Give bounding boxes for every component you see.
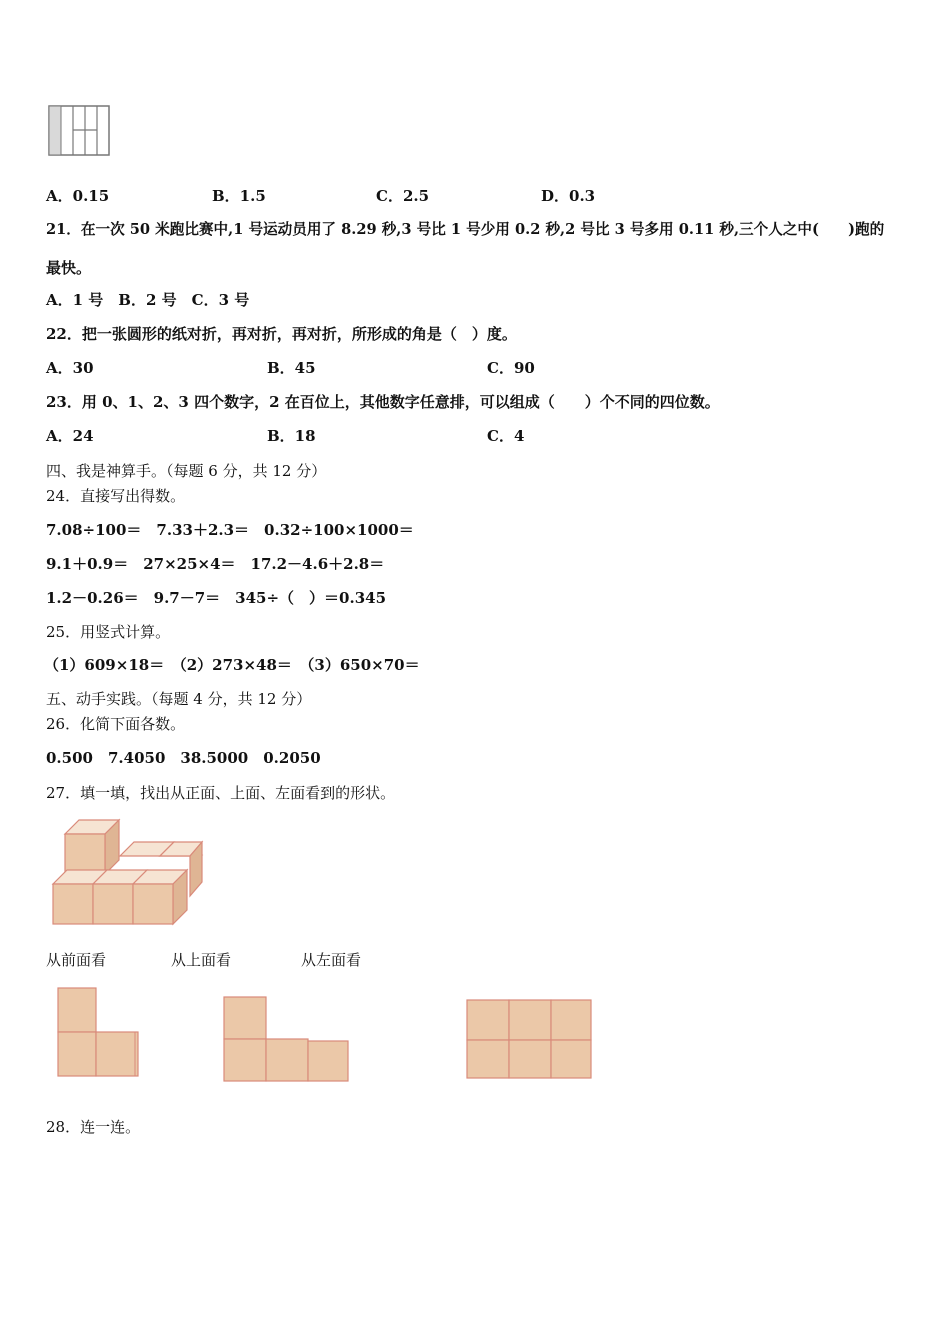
q20-option-d[interactable]: D．0.3 (541, 187, 596, 205)
q23-option-a[interactable]: A．24 (46, 427, 94, 445)
q20-option-b[interactable]: B．1.5 (212, 187, 266, 205)
view-shape-2[interactable] (222, 995, 352, 1085)
q23-text: 23．用 0、1、2、3 四个数字，2 在百位上，其他数字任意排，可以组成（ ）个不同的四位数。 (46, 393, 720, 411)
decimal-grid-figure (48, 105, 112, 157)
q22-option-b[interactable]: B．45 (267, 359, 316, 377)
q21-text-cont: 最快。 (46, 259, 92, 277)
q24-row-3: 1.2－0.26＝ 9.7－7＝ 345÷（ ）＝0.345 (46, 589, 387, 607)
section-5-heading: 五、动手实践。（每题 4 分，共 12 分） (46, 690, 312, 708)
q23-option-b[interactable]: B．18 (267, 427, 316, 445)
q24-row-2: 9.1＋0.9＝ 27×25×4＝ 17.2－4.6＋2.8＝ (46, 555, 385, 573)
q24-title: 24．直接写出得数。 (46, 487, 186, 505)
section-4-heading: 四、我是神算手。（每题 6 分，共 12 分） (46, 462, 327, 480)
view-label-top: 从上面看 (171, 951, 232, 969)
q21-options[interactable]: A．1 号 B．2 号 C．3 号 (46, 291, 250, 309)
view-label-left: 从左面看 (301, 951, 362, 969)
q22-text: 22．把一张圆形的纸对折，再对折，再对折，所形成的角是（ ）度。 (46, 325, 517, 343)
q21-text: 21．在一次 50 米跑比赛中,1 号运动员用了 8.29 秒,3 号比 1 号少用 0.2 秒,2 号比 3 号多用 0.11 秒,三个人之中( )跑的 (46, 221, 885, 238)
view-label-front: 从前面看 (46, 951, 107, 969)
q24-row-1: 7.08÷100＝ 7.33＋2.3＝ 0.32÷100×1000＝ (46, 521, 414, 539)
q26-numbers: 0.500 7.4050 38.5000 0.2050 (46, 749, 321, 767)
q25-items: （1）609×18＝ （2）273×48＝ （3）650×70＝ (44, 656, 420, 674)
view-shape-1[interactable] (56, 986, 146, 1081)
cube-stack-figure (50, 818, 210, 928)
q22-option-c[interactable]: C．90 (487, 359, 535, 377)
q20-option-c[interactable]: C．2.5 (376, 187, 430, 205)
q25-title: 25．用竖式计算。 (46, 623, 171, 641)
q26-title: 26．化简下面各数。 (46, 715, 186, 733)
q28-title: 28．连一连。 (46, 1118, 141, 1136)
q27-title: 27．填一填，找出从正面、上面、左面看到的形状。 (46, 784, 396, 802)
q22-option-a[interactable]: A．30 (46, 359, 94, 377)
view-shape-3[interactable] (465, 998, 595, 1082)
q20-option-a[interactable]: A．0.15 (46, 187, 110, 205)
q23-option-c[interactable]: C．4 (487, 427, 525, 445)
